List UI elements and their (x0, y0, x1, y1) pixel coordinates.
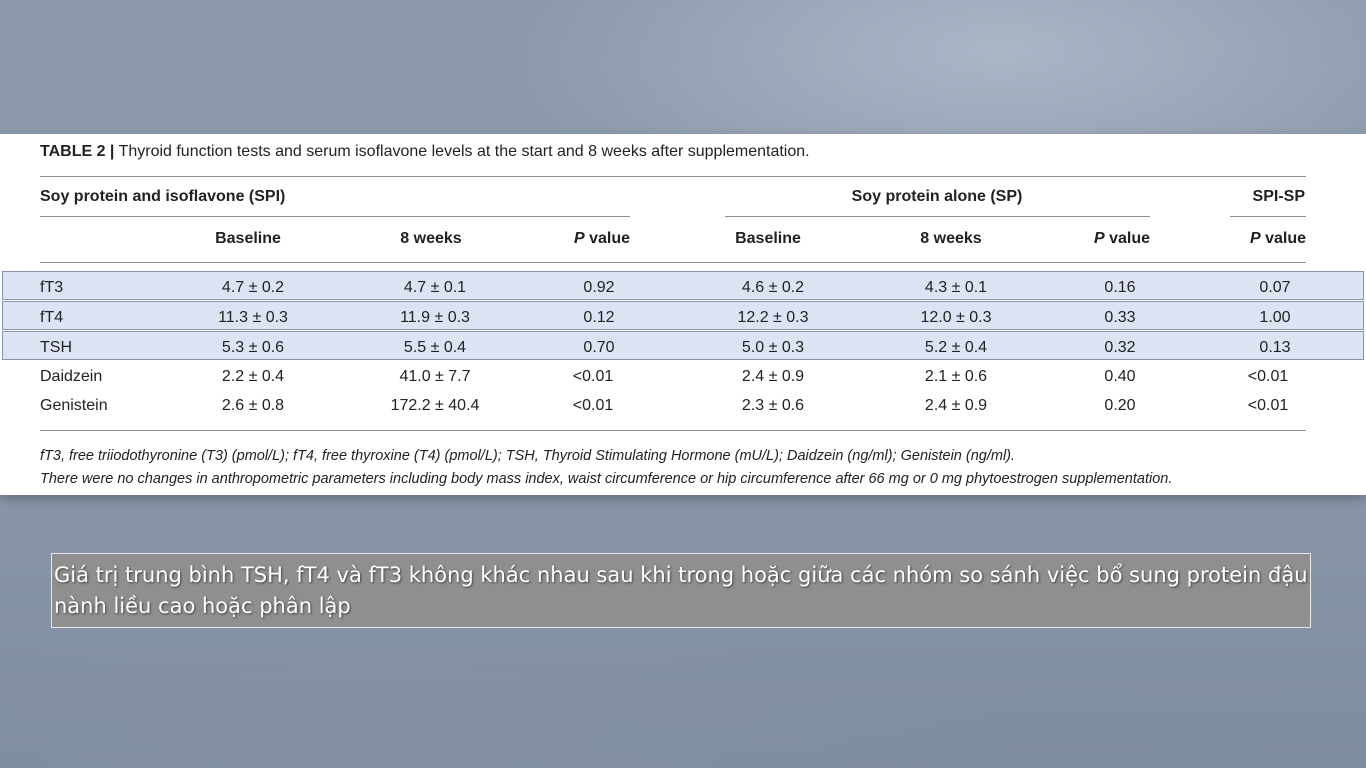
cell-diff-pvalue: 1.00 (1259, 309, 1291, 326)
table-caption-text: Thyroid function tests and serum isoflavone levels at the start and 8 weeks after supplementation. (118, 143, 810, 160)
row-label: TSH (40, 339, 72, 356)
cell-spi-baseline: 11.3 ± 0.3 (218, 309, 288, 326)
group-header-diff: SPI-SP (1252, 188, 1305, 205)
column-header-sp-p: P (1093, 230, 1105, 247)
cell-spi-pvalue: <0.01 (572, 368, 614, 385)
column-header-spi-8weeks: 8 weeks (400, 230, 462, 247)
column-header-spi-pvalue (574, 230, 630, 248)
column-header-sp-value: value (1104, 230, 1150, 247)
column-header-spi-baseline: Baseline (215, 230, 281, 247)
highlight-box-ft3 (2, 271, 1364, 300)
row-label: fT3 (40, 279, 64, 296)
bottom-rule (40, 430, 1306, 431)
cell-spi-baseline: 5.3 ± 0.6 (221, 339, 285, 356)
cell-spi-8weeks: 5.5 ± 0.4 (403, 339, 467, 356)
note-text: Giá trị trung bình TSH, fT4 và fT3 không khác nhau sau khi trong hoặc giữa các nhóm so sánh việc bổ sung protein đậu nành liều cao hoặc phân lập (54, 563, 1308, 618)
cell-spi-pvalue: 0.12 (583, 309, 615, 326)
cell-sp-baseline: 5.0 ± 0.3 (741, 339, 805, 356)
cell-diff-pvalue: 0.13 (1259, 339, 1291, 356)
cell-spi-8weeks: 4.7 ± 0.1 (403, 279, 467, 296)
cell-diff-pvalue: 0.07 (1259, 279, 1291, 296)
row-label: Daidzein (40, 368, 103, 385)
cell-spi-pvalue: 0.70 (583, 339, 615, 356)
group-rule-diff (1230, 216, 1306, 217)
cell-sp-baseline: 4.6 ± 0.2 (741, 279, 805, 296)
column-header-sp-baseline: Baseline (735, 230, 801, 247)
column-header-diff-pvalue (1250, 230, 1306, 248)
cell-sp-8weeks: 5.2 ± 0.4 (924, 339, 988, 356)
cell-sp-baseline: 2.4 ± 0.9 (741, 368, 805, 385)
header-rule (40, 262, 1306, 263)
cell-sp-8weeks: 4.3 ± 0.1 (924, 279, 988, 296)
cell-sp-pvalue: 0.32 (1104, 339, 1136, 356)
footnote-anthropometric: There were no changes in anthropometric parameters including body mass index, waist circumference or hip circumference after 66 mg or 0 mg phytoestrogen supplementation. (40, 471, 1173, 487)
cell-diff-pvalue: <0.01 (1247, 397, 1289, 414)
column-header-spi-p: P (573, 230, 585, 247)
group-rule-spi (40, 216, 630, 217)
highlight-box-ft4 (2, 301, 1364, 330)
column-header-sp-8weeks: 8 weeks (920, 230, 982, 247)
cell-spi-pvalue: <0.01 (572, 397, 614, 414)
top-rule (40, 176, 1306, 177)
column-header-sp-pvalue (1094, 230, 1150, 248)
cell-sp-pvalue: 0.20 (1104, 397, 1136, 414)
group-header-spi: Soy protein and isoflavone (SPI) (40, 188, 286, 205)
cell-spi-8weeks: 41.0 ± 7.7 (399, 368, 471, 385)
cell-spi-8weeks: 11.9 ± 0.3 (400, 309, 470, 326)
cell-spi-baseline: 4.7 ± 0.2 (221, 279, 285, 296)
group-header-sp: Soy protein alone (SP) (851, 188, 1023, 205)
footnote-abbreviations: fT3, free triiodothyronine (T3) (pmol/L); fT4, free thyroxine (T4) (pmol/L); TSH, Thyroid Stimulating Hormone (mU/L); Daidzein (ng/ml); Genistein (ng/ml). (40, 448, 1016, 464)
cell-sp-8weeks: 2.4 ± 0.9 (924, 397, 988, 414)
cell-diff-pvalue: <0.01 (1247, 368, 1289, 385)
column-header-spi-value: value (584, 230, 630, 247)
cell-sp-baseline: 2.3 ± 0.6 (741, 397, 805, 414)
cell-sp-pvalue: 0.33 (1104, 309, 1136, 326)
cell-sp-8weeks: 12.0 ± 0.3 (920, 309, 992, 326)
row-label: Genistein (40, 397, 108, 414)
cell-sp-baseline: 12.2 ± 0.3 (737, 309, 809, 326)
cell-sp-8weeks: 2.1 ± 0.6 (924, 368, 988, 385)
column-header-diff-p: P (1249, 230, 1261, 247)
cell-spi-baseline: 2.6 ± 0.8 (221, 397, 285, 414)
table-caption (40, 143, 810, 161)
cell-spi-pvalue: 0.92 (583, 279, 615, 296)
row-label: fT4 (40, 309, 64, 326)
table-caption-label: TABLE 2 | (40, 143, 115, 160)
cell-spi-baseline: 2.2 ± 0.4 (221, 368, 285, 385)
cell-sp-pvalue: 0.40 (1104, 368, 1136, 385)
group-rule-sp (725, 216, 1150, 217)
highlight-box-tsh (2, 331, 1364, 360)
note-textbox (51, 553, 1311, 628)
column-header-diff-value: value (1260, 230, 1306, 247)
cell-sp-pvalue: 0.16 (1104, 279, 1136, 296)
cell-spi-8weeks: 172.2 ± 40.4 (390, 397, 480, 414)
table-image-panel (0, 134, 1366, 495)
